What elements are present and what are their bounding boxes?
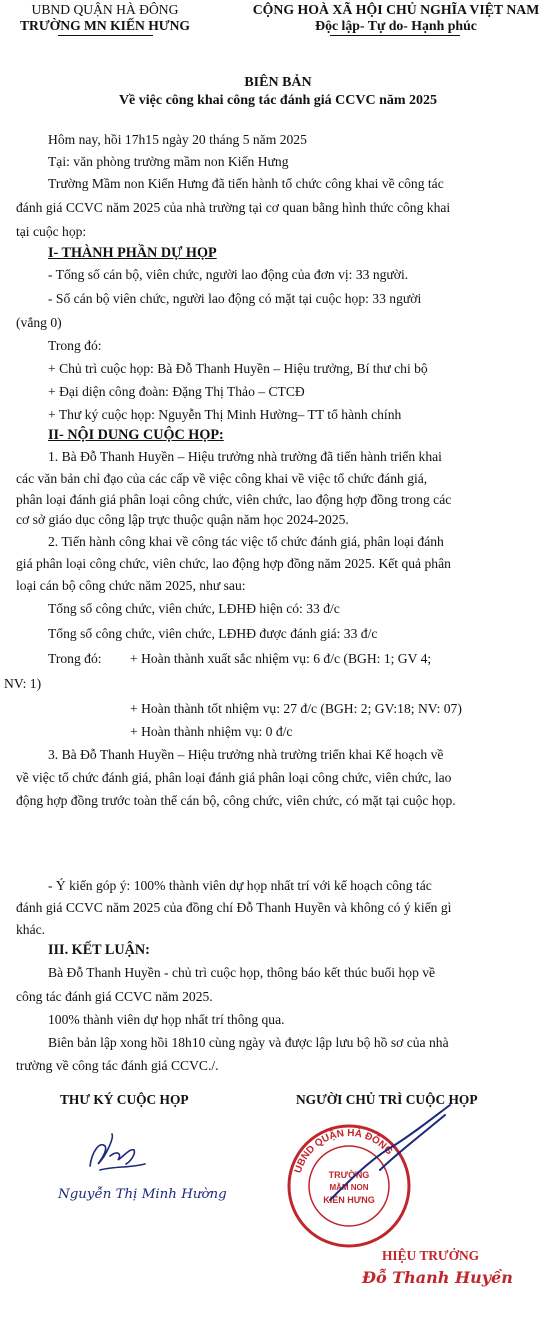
secretary-name: Nguyễn Thị Minh Hường (58, 1187, 227, 1202)
conclusion-3-line-1: Biên bản lập xong hồi 18h10 cùng ngày và được lập lưu bộ hồ sơ của nhà (48, 1035, 449, 1050)
section-2-p1-line-1: 1. Bà Đỗ Thanh Huyền – Hiệu trưởng nhà trường đã tiến hành triển khai (48, 449, 442, 464)
opinion-line-2: đánh giá CCVC năm 2025 của đồng chí Đỗ Thanh Huyền và không có ý kiến gì (16, 900, 452, 915)
total-current: Tổng số công chức, viên chức, LĐHĐ hiện có: 33 đ/c (48, 601, 340, 616)
section-2-p2-line-3: loại cán bộ công chức năm 2025, như sau: (16, 578, 246, 593)
seal-ring-text: UBND QUẬN HÀ ĐÔNG (292, 1127, 395, 1175)
opinion-line-1: - Ý kiến góp ý: 100% thành viên dự họp nhất trí với kế hoạch công tác (48, 878, 432, 893)
nation-underline (330, 35, 460, 36)
result-good: + Hoàn thành tốt nhiệm vụ: 27 đ/c (BGH: 2; GV:18; NV: 07) (130, 701, 462, 716)
intro-line-3: Trường Mầm non Kiến Hưng đã tiến hành tổ chức công khai về công tác (48, 176, 444, 191)
conclusion-1-line-1: Bà Đỗ Thanh Huyền - chủ trì cuộc họp, thông báo kết thúc buổi họp về (48, 965, 436, 980)
intro-line-1: Hôm nay, hồi 17h15 ngày 20 tháng 5 năm 2025 (48, 132, 307, 147)
section-2-p2-line-1: 2. Tiến hành công khai về công tác việc tổ chức đánh giá, phân loại đánh (48, 534, 444, 549)
secretary-title: THƯ KÝ CUỘC HỌP (60, 1092, 189, 1107)
section-1-union: + Đại diện công đoàn: Đặng Thị Thảo – CTCĐ (48, 384, 305, 399)
section-1-among: Trong đó: (48, 338, 102, 353)
org-header (0, 2, 210, 33)
section-2-among: Trong đó: (48, 651, 102, 666)
section-2-p1-line-2: các văn bản chỉ đạo của các cấp về việc công khai về việc tổ chức đánh giá, (16, 471, 428, 486)
chair-title: NGƯỜI CHỦ TRÌ CUỘC HỌP (296, 1092, 478, 1107)
section-1-heading: I- THÀNH PHẦN DỰ HỌP (48, 245, 217, 261)
document-title: BIÊN BẢN (244, 75, 312, 90)
section-1-chair: + Chủ trì cuộc họp: Bà Đỗ Thanh Huyền – Hiệu trưởng, Bí thư chi bộ (48, 361, 428, 376)
seal-center-line-1: TRƯỜNG (328, 1170, 370, 1180)
secretary-signature (70, 1126, 160, 1186)
section-1-item-2: - Số cán bộ viên chức, người lao động có mặt tại cuộc họp: 33 người (48, 291, 422, 306)
total-evaluated: Tổng số công chức, viên chức, LĐHĐ được đánh giá: 33 đ/c (48, 626, 378, 641)
nation-line-2: Độc lập- Tự do- Hạnh phúc (315, 17, 477, 33)
intro-line-2: Tại: văn phòng trường mầm non Kiến Hưng (48, 154, 289, 169)
opinion-line-3: khác. (16, 922, 46, 937)
conclusion-2: 100% thành viên dự họp nhất trí thông qua. (48, 1012, 285, 1027)
seal-center-line-2: MẦM NON (329, 1183, 369, 1192)
org-line-2: TRƯỜNG MN KIẾN HƯNG (19, 17, 191, 33)
result-completed: + Hoàn thành nhiệm vụ: 0 đ/c (130, 724, 293, 739)
intro-line-5: tại cuộc họp: (16, 224, 87, 239)
section-1-secretary: + Thư ký cuộc họp: Nguyễn Thị Minh Hường– TT tổ hành chính (48, 407, 402, 422)
principal-name: Đỗ Thanh Huyền (362, 1268, 513, 1287)
section-2-heading: II- NỘI DUNG CUỘC HỌP: (48, 427, 224, 443)
seal-center-line-3: KIẾN HƯNG (323, 1195, 375, 1205)
conclusion-3-line-2: trường về công tác đánh giá CCVC./. (16, 1058, 219, 1073)
nation-header (236, 2, 556, 34)
document-subtitle: Về việc công khai công tác đánh giá CCVC năm 2025 (118, 93, 438, 108)
intro-line-4: đánh giá CCVC năm 2025 của nhà trường tại cơ quan bằng hình thức công khai (16, 200, 451, 215)
section-2-p3-line-1: 3. Bà Đỗ Thanh Huyền – Hiệu trưởng nhà trường triển khai Kế hoạch về (48, 747, 444, 762)
result-excellent: + Hoàn thành xuất sắc nhiệm vụ: 6 đ/c (BGH: 1; GV 4; (130, 651, 432, 666)
section-2-p2-line-2: giá phân loại công chức, viên chức, lao động hợp đồng năm 2025. Kết quả phân (16, 556, 451, 571)
result-excellent-cont: NV: 1) (4, 676, 42, 691)
section-3-heading: III. KẾT LUẬN: (48, 942, 150, 958)
section-2-p1-line-3: phân loại đánh giá phân loại công chức, viên chức, lao động hợp đồng trong các (16, 492, 452, 507)
conclusion-1-line-2: công tác đánh giá CCVC năm 2025. (16, 989, 213, 1004)
principal-signature (320, 1100, 460, 1210)
section-1-item-1: - Tổng số cán bộ, viên chức, người lao động của đơn vị: 33 người. (48, 267, 409, 282)
section-2-p3-line-2: về việc tổ chức đánh giá, phân loại đánh giá phân loại công chức, viên chức, lao (16, 770, 452, 785)
nation-line-1: CỘNG HOÀ XÃ HỘI CHỦ NGHĨA VIỆT NAM (252, 2, 540, 17)
section-1-item-2-cont: (vắng 0) (16, 315, 62, 330)
principal-title: HIỆU TRƯỞNG (382, 1248, 480, 1263)
org-line-1: UBND QUẬN HÀ ĐÔNG (31, 2, 179, 17)
section-2-p3-line-3: động hợp đồng trước toàn thể cán bộ, công chức, viên chức, có mặt tại cuộc họp. (16, 793, 456, 808)
section-2-p1-line-4: cơ sở giáo dục công lập trực thuộc quận năm học 2024-2025. (16, 512, 349, 527)
org-underline (58, 35, 153, 36)
